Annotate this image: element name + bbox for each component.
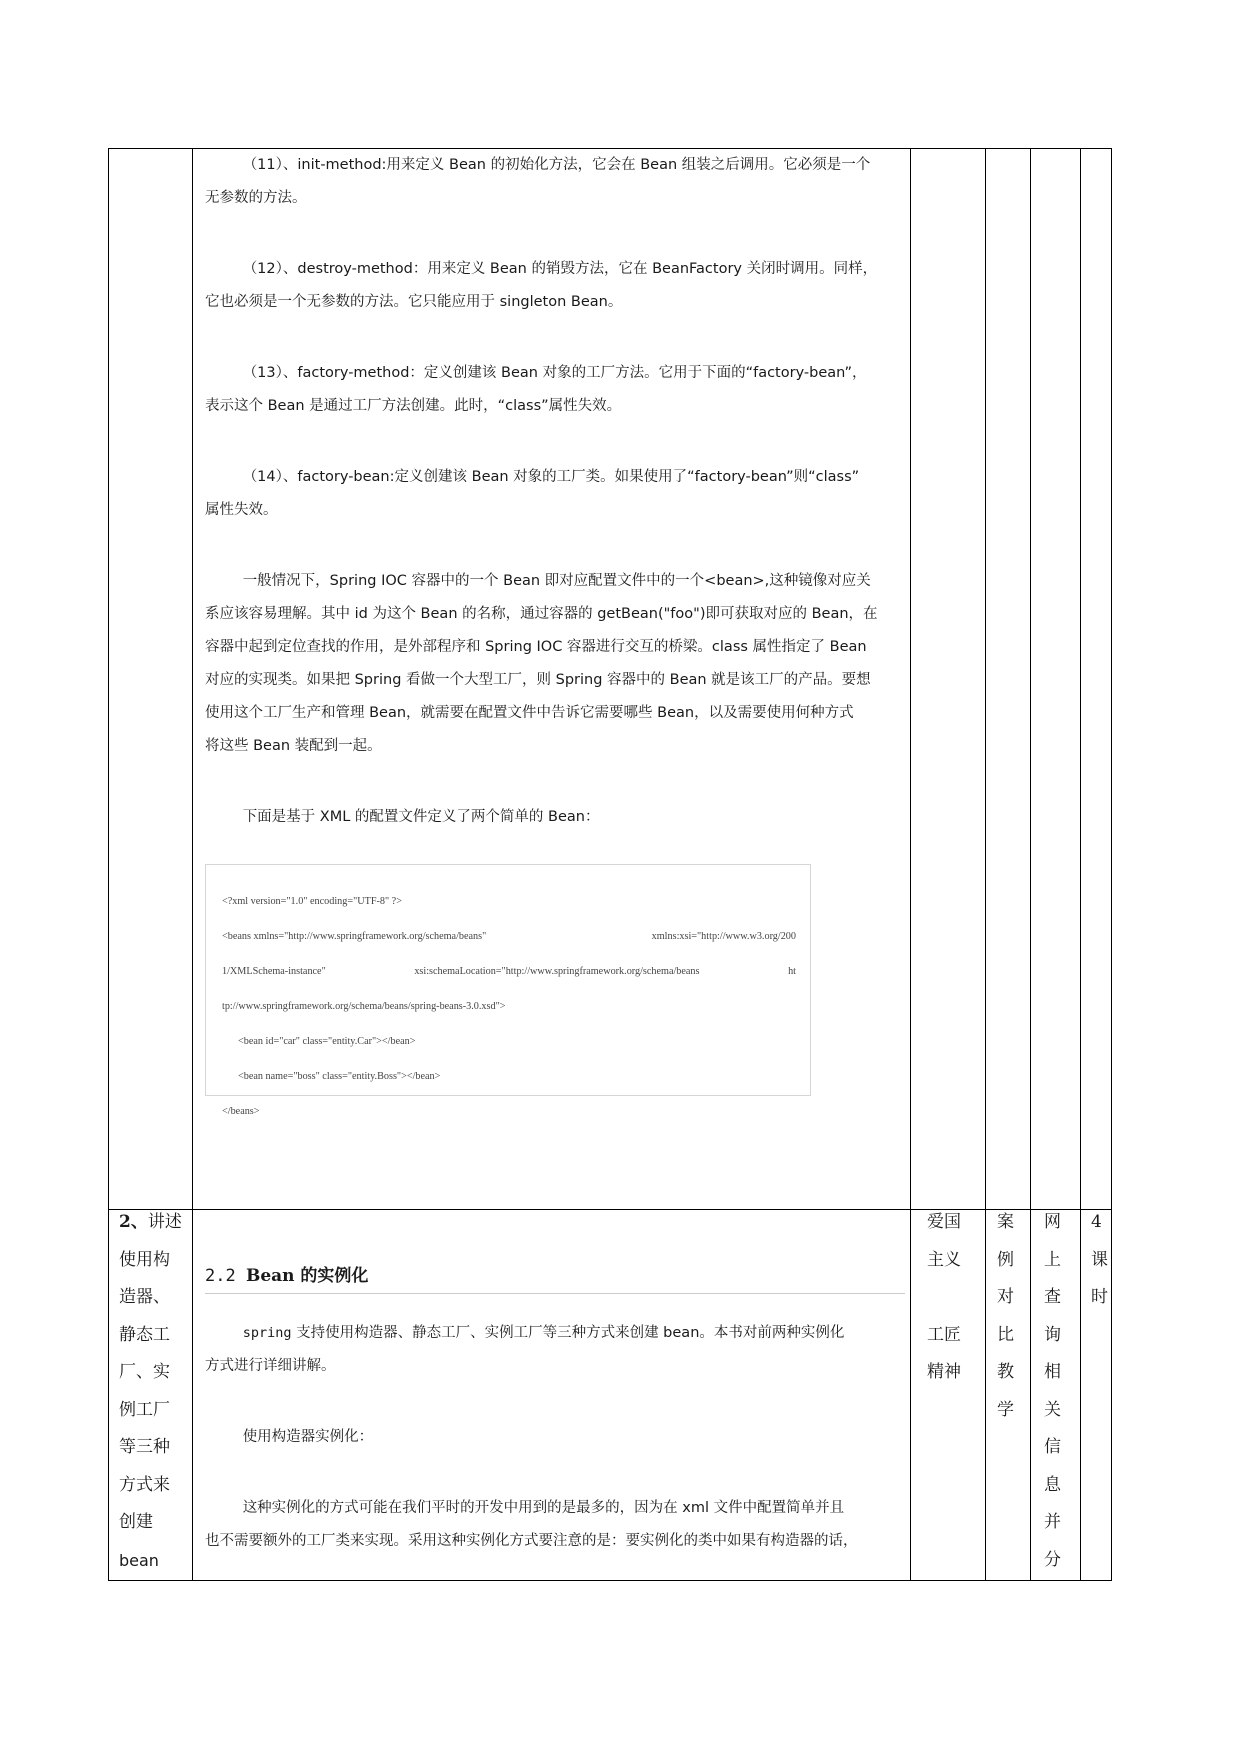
attr-14-line1: （14）、factory-bean:定义创建该 Bean 对象的工厂类。如果使用了“factory-bean”则“class”	[242, 469, 860, 485]
ideology-text: 主义	[927, 1249, 961, 1270]
bean-attributes-section	[205, 149, 907, 834]
method-char: 教	[997, 1362, 1014, 1382]
method-char: 比	[997, 1324, 1014, 1345]
topic-text: 等三种	[119, 1437, 170, 1457]
code-line: <bean id="car" class="entity.Car"></bean>	[238, 1036, 416, 1047]
assessment-char: 询	[1044, 1324, 1061, 1345]
intro-line2: 方式进行详细讲解。	[205, 1358, 336, 1374]
code-line	[222, 919, 796, 954]
attr-13-line1: （13）、factory-method：定义创建该 Bean 对象的工厂方法。它用于下面的“factory-bean”，	[242, 365, 867, 381]
ideology-text: 工匠	[927, 1324, 961, 1345]
topic-text: 例工厂	[119, 1399, 170, 1420]
ideology-text: 精神	[927, 1362, 961, 1382]
assessment-char: 上	[1044, 1249, 1061, 1270]
code-fragment: xsi:schemaLocation="http://www.springframework.org/schema/beans	[414, 966, 700, 977]
attr-12-line2: 它也必须是一个无参数的方法。它只能应用于 singleton Bean。	[205, 294, 623, 310]
code-line: tp://www.springframework.org/schema/beans/spring-beans-3.0.xsd">	[222, 1001, 506, 1012]
assessment-char: 息	[1044, 1474, 1061, 1495]
summary-line: 使用这个工厂生产和管理 Bean，就需要在配置文件中告诉它需要哪些 Bean，以及需要使用何种方式	[205, 705, 854, 721]
ctor-line2: 也不需要额外的工厂类来实现。采用这种实例化方式要注意的是：要实例化的类中如果有构造器的话，	[205, 1533, 858, 1549]
method-char: 对	[997, 1287, 1014, 1307]
instantiation-section	[205, 1317, 907, 1558]
code-fragment: ht	[788, 966, 796, 977]
code-fragment: xmlns:xsi="http://www.w3.org/200	[651, 931, 796, 942]
topic-text: 静态工	[119, 1324, 170, 1345]
summary-line: 容器中起到定位查找的作用，是外部程序和 Spring IOC 容器进行交互的桥梁。class 属性指定了 Bean	[205, 639, 867, 655]
ctor-title: 使用构造器实例化：	[242, 1429, 374, 1445]
intro-rest: 支持使用构造器、静态工厂、实例工厂等三种方式来创建 bean。本书对前两种实例化	[291, 1325, 845, 1341]
xml-code-block	[205, 864, 811, 1117]
hours-text: 课	[1091, 1249, 1108, 1270]
assessment-char: 分	[1044, 1549, 1061, 1570]
topic-text: 讲述	[147, 1212, 182, 1232]
assessment-char: 网	[1044, 1212, 1061, 1232]
intro-line1	[205, 1317, 907, 1350]
topic-text: 造器、	[119, 1287, 170, 1307]
attr-12-line1: （12）、destroy-method：用来定义 Bean 的销毁方法，它在 BeanFactory 关闭时调用。同样，	[242, 261, 878, 277]
assessment-char: 相	[1044, 1362, 1061, 1382]
column-divider	[985, 149, 986, 1580]
section-title: Bean 的实例化	[245, 1266, 369, 1286]
xml-intro: 下面是基于 XML 的配置文件定义了两个简单的 Bean：	[242, 809, 600, 825]
hours-cell	[1091, 1204, 1108, 1317]
attr-11-line2: 无参数的方法。	[205, 190, 307, 206]
section-number: 2.2	[205, 1266, 246, 1286]
assessment-char: 信	[1044, 1437, 1061, 1457]
intro-word: spring	[242, 1325, 292, 1341]
code-line: </beans>	[222, 1106, 260, 1117]
assessment-cell	[1044, 1204, 1061, 1579]
lesson-table	[108, 148, 1112, 1581]
hours-text: 4	[1091, 1212, 1102, 1232]
assessment-char: 查	[1044, 1287, 1061, 1307]
summary-line: 对应的实现类。如果把 Spring 看做一个大型工厂，则 Spring 容器中的 Bean 就是该工厂的产品。要想	[205, 672, 871, 688]
column-divider	[192, 149, 193, 1580]
code-line: <bean name="boss" class="entity.Boss"></bean>	[238, 1071, 441, 1082]
hours-text: 时	[1091, 1287, 1108, 1307]
topic-text: 厂、实	[119, 1362, 170, 1382]
topic-number: 2、	[119, 1212, 148, 1232]
attr-13-line2: 表示这个 Bean 是通过工厂方法创建。此时，“class”属性失效。	[205, 398, 622, 414]
code-fragment: 1/XMLSchema-instance"	[222, 966, 326, 977]
topic-text: 方式来	[119, 1474, 170, 1495]
column-divider	[910, 149, 911, 1580]
method-char: 学	[997, 1399, 1014, 1420]
topic-text: 使用构	[119, 1249, 170, 1270]
ctor-line1: 这种实例化的方式可能在我们平时的开发中用到的是最多的，因为在 xml 文件中配置简单并且	[242, 1500, 845, 1516]
column-divider	[1080, 149, 1081, 1580]
method-char: 例	[997, 1249, 1014, 1270]
assessment-char: 并	[1044, 1512, 1061, 1532]
attr-14-line2: 属性失效。	[205, 502, 278, 518]
topic-text: 创建	[119, 1512, 153, 1532]
assessment-char: 关	[1044, 1399, 1061, 1420]
code-line	[222, 954, 796, 989]
summary-line: 将这些 Bean 装配到一起。	[205, 738, 382, 754]
section-heading	[205, 1261, 905, 1294]
method-cell	[997, 1204, 1014, 1429]
column-divider	[1030, 149, 1031, 1580]
topic-cell	[119, 1204, 185, 1579]
summary-line: 系应该容易理解。其中 id 为这个 Bean 的名称，通过容器的 getBean("foo")即可获取对应的 Bean，在	[205, 606, 878, 622]
method-char: 案	[997, 1212, 1014, 1232]
code-line: <?xml version="1.0" encoding="UTF-8" ?>	[222, 896, 402, 907]
code-fragment: <beans xmlns="http://www.springframework.org/schema/beans"	[222, 931, 487, 942]
summary-line: 一般情况下，Spring IOC 容器中的一个 Bean 即对应配置文件中的一个<bean>,这种镜像对应关	[242, 573, 871, 589]
ideology-text: 爱国	[927, 1212, 961, 1232]
ideology-cell	[927, 1204, 961, 1392]
attr-11-line1: （11）、init-method:用来定义 Bean 的初始化方法，它会在 Bean 组装之后调用。它必须是一个	[242, 157, 871, 173]
topic-text: bean	[119, 1550, 159, 1570]
